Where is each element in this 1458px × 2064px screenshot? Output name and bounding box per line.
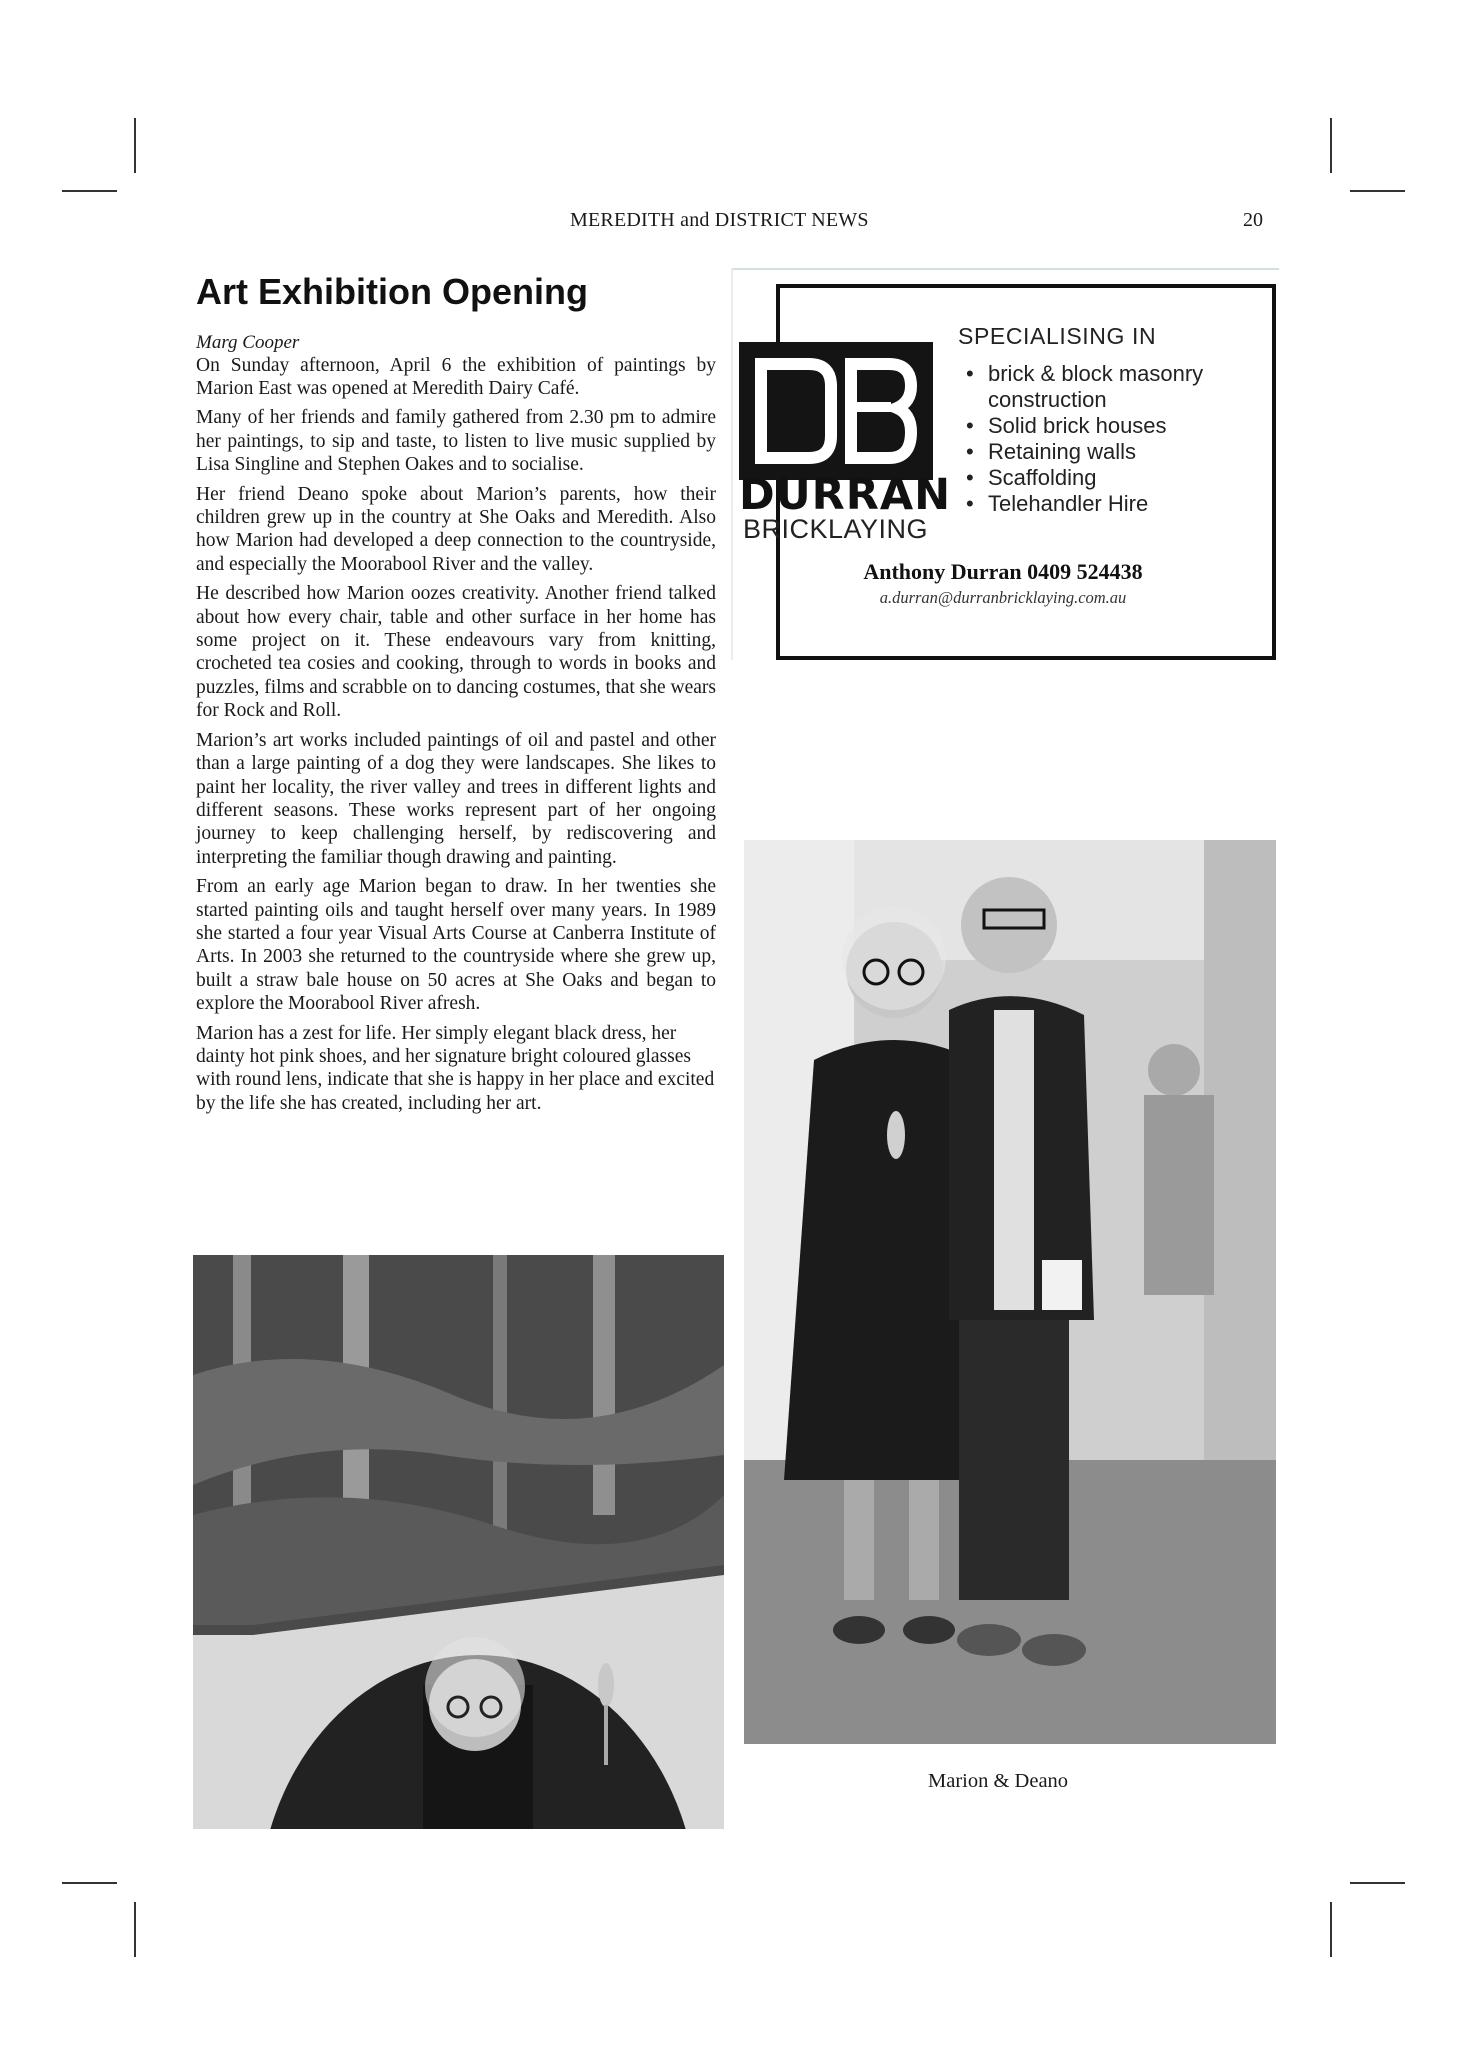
page-number: 20 — [1243, 209, 1263, 231]
crop-mark — [1330, 1902, 1332, 1957]
crop-mark — [62, 190, 117, 192]
article-paragraph: He described how Marion oozes creativity. Another friend talked about how every chair, table and other surface in her home has some project on it. These endeavours vary from knitting, crocheted tea cosies and cooking, through to words in books and puzzles, films and scrabble on to dancing costumes, that she wears for Rock and Roll. — [196, 583, 716, 722]
advert-frame-line — [731, 268, 733, 660]
article-byline: Marg Cooper — [196, 331, 300, 353]
photo-caption: Marion & Deano — [928, 1770, 1069, 1792]
advert-frame-line — [731, 268, 1279, 270]
article-paragraph: On Sunday afternoon, April 6 the exhibition of paintings by Marion East was opened at Meredith Dairy Café. — [196, 354, 716, 399]
advert-logo-subtitle: BRICKLAYING — [743, 514, 929, 544]
advert-services-list — [966, 361, 1256, 517]
advert-contact: Anthony Durran 0409 524438 — [863, 559, 1143, 584]
crop-mark — [1330, 118, 1332, 173]
running-title: MEREDITH and DISTRICT NEWS — [570, 209, 869, 231]
article-paragraph: Marion’s art works included paintings of oil and pastel and other than a large painting of a dog they were landscapes. She likes to paint her locality, the river valley and trees in different lights and different seasons. These works represent part of her ongoing journey to keep challenging herself, by rediscovering and interpreting the familiar though drawing and painting. — [196, 729, 716, 868]
article-paragraph: Many of her friends and family gathered from 2.30 pm to admire her paintings, to sip and taste, to listen to live music supplied by Lisa Singline and Stephen Oakes and to socialise. — [196, 407, 716, 476]
crop-mark — [134, 1902, 136, 1957]
article-paragraph: Her friend Deano spoke about Marion’s parents, how their children grew up in the country at She Oaks and Meredith. Also how Marion had developed a deep connection to the countryside, and especially the Moorabool River and the valley. — [196, 483, 716, 575]
advert-service-item: • Retaining walls — [966, 439, 1256, 465]
advert-logo-name: DURRAN — [739, 470, 952, 520]
crop-mark — [1350, 1882, 1405, 1884]
advert-service-item: • Scaffolding — [966, 465, 1256, 491]
article-paragraph: From an early age Marion began to draw. In her twenties she started painting oils and taught herself over many years. In 1989 she started a four year Visual Arts Course at Canberra Institute of Arts. In 2003 she returned to the countryside where she grew up, built a straw bale house on 50 acres at She Oaks and began to explore the Moorabool River afresh. — [196, 876, 716, 1015]
photo-marion-and-deano — [744, 840, 1276, 1744]
article — [196, 272, 716, 1121]
crop-mark — [1350, 190, 1405, 192]
advert-service-item: • Telehandler Hire — [966, 491, 1256, 517]
advert-heading: SPECIALISING IN — [958, 323, 1157, 349]
crop-mark — [62, 1882, 117, 1884]
advert-service-item: • Solid brick houses — [966, 413, 1256, 439]
crop-mark — [134, 118, 136, 173]
article-paragraph: Marion has a zest for life. Her simply elegant black dress, her dainty hot pink shoes, and her signature bright coloured glasses with round lens, indicate that she is happy in her place and excited by the life she has created, including her art. — [196, 1022, 715, 1114]
advert-service-item: • brick & block masonry construction — [966, 361, 1256, 413]
durran-logo-icon — [739, 342, 933, 480]
article-headline: Art Exhibition Opening — [196, 271, 588, 312]
photo-marion-with-painting — [193, 1255, 724, 1829]
advert-email[interactable]: a.durran@durranbricklaying.com.au — [879, 588, 1127, 607]
